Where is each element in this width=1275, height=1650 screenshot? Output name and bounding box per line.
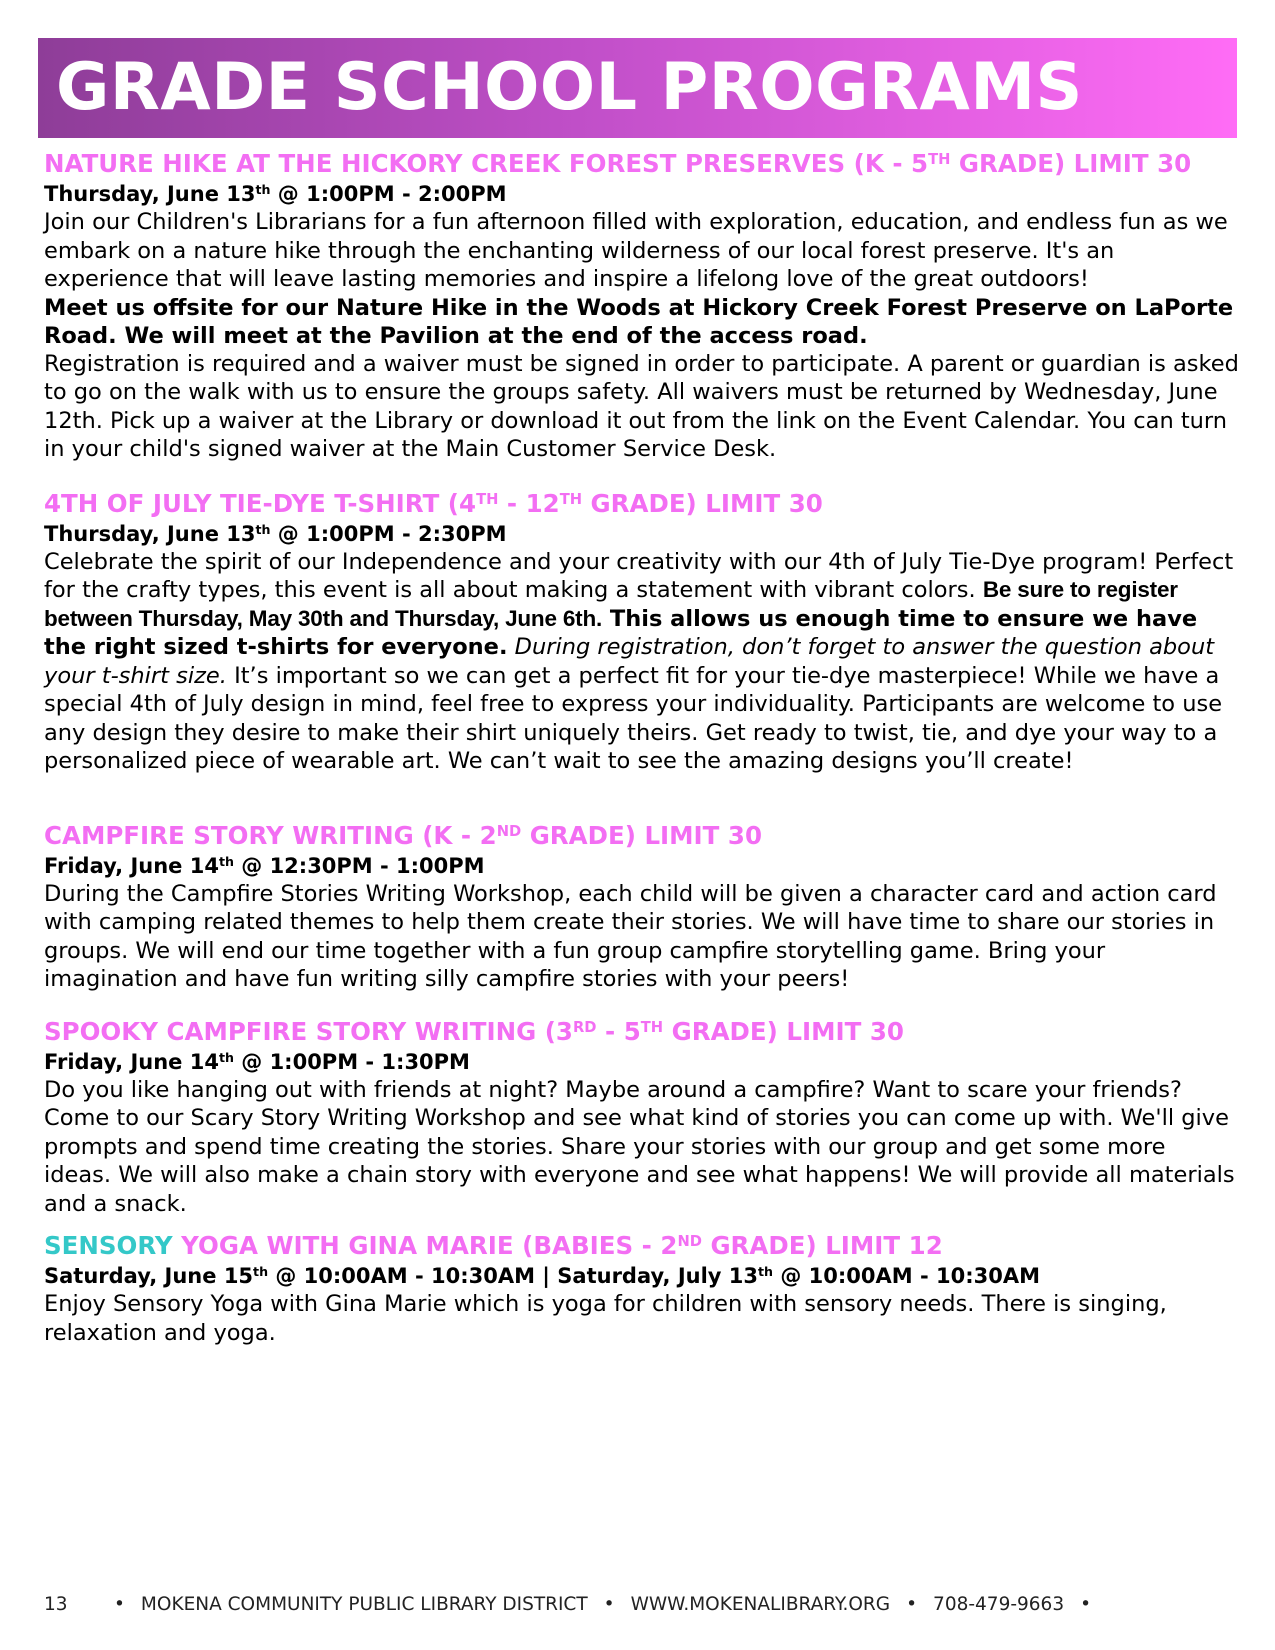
registration-window-text: Be sure to register between Thursday, May 30th and Thursday, June 6th. <box>44 577 1178 631</box>
program-date <box>44 1262 1239 1290</box>
bullet-separator: • <box>906 1594 918 1615</box>
shirt-size-reminder: During registration, don’t forget to answer the question about your t-shirt size. <box>44 634 1215 689</box>
bullet-separator: • <box>603 1594 615 1615</box>
title-text: NATURE HIKE AT THE HICKORY CREEK FOREST PRESERVES (K - 5 <box>44 149 929 178</box>
program-spooky-campfire <box>44 1016 1239 1219</box>
program-title <box>44 148 1239 180</box>
date-superscript: th <box>758 1264 774 1280</box>
date-superscript: th <box>218 853 234 869</box>
program-description: During the Campfire Stories Writing Workshop, each child will be given a character card and action card with camping related themes to help them create their stories. We will have time to share our stories in groups. We will end our time together with a fun group campfire storytelling game. Bring your imagination and have fun writing silly campfire stories with your peers! <box>44 880 1217 992</box>
program-title <box>44 488 1239 520</box>
date-text: Thursday, June 13 <box>44 521 256 546</box>
title-text: - 5 <box>596 1016 641 1046</box>
bullet-separator: • <box>1080 1594 1092 1615</box>
bullet-separator: • <box>114 1594 125 1615</box>
title-text: GRADE) LIMIT 12 <box>701 1231 943 1260</box>
program-campfire-story <box>44 820 1239 994</box>
title-superscript: RD <box>572 1018 597 1036</box>
program-nature-hike <box>44 148 1239 464</box>
title-text: YOGA WITH GINA MARIE (BABIES - 2 <box>172 1231 678 1260</box>
date-text: @ 1:00PM - 2:00PM <box>270 182 507 206</box>
title-text: - 12 <box>498 488 560 518</box>
program-title <box>44 820 1239 852</box>
page-banner <box>38 38 1237 138</box>
title-superscript: ND <box>677 1232 702 1250</box>
title-text: GRADE) LIMIT 30 <box>521 820 762 850</box>
description-text: It’s important so we can get a perfect fit for your tie-dye masterpiece! While we have a special 4th of July design in mind, feel free to express your individuality. Participants are welcome to use any design they desire to make their shirt uniquely theirs. Get ready to twist, tie, and dye your way to a personalized piece of wearable art. We can’t wait to see the amazing designs you’ll create! <box>44 662 1223 774</box>
program-description <box>44 548 1239 776</box>
program-description: Join our Children's Librarians for a fun afternoon filled with exploration, education, and endless fun as we embark on a nature hike through the enchanting wilderness of our local forest preserve. It's an experience that will leave lasting memories and inspire a lifelong love of the great outdoors! <box>44 209 1228 292</box>
date-superscript: th <box>253 1264 269 1280</box>
title-superscript: TH <box>928 150 951 168</box>
program-description: Do you like hanging out with friends at night? Maybe around a campfire? Want to scare your friends? Come to our Scary Story Writing Workshop and see what kind of stories you can come up with. We'll give prompts and spend time creating the stories. Share your stories with our group and get some more ideas. We will also make a chain story with everyone and see what happens! We will provide all materials and a snack. <box>44 1076 1235 1217</box>
date-text: @ 1:00PM - 1:30PM <box>233 1049 470 1074</box>
title-text: GRADE) LIMIT 30 <box>582 488 823 518</box>
website-link[interactable]: WWW.MOKENALIBRARY.ORG <box>630 1594 891 1615</box>
page-number: 13 <box>44 1594 68 1615</box>
shirt-size-note: This allows us enough time to ensure we have the right sized t-shirts for everyone. <box>44 605 1198 660</box>
program-description: Enjoy Sensory Yoga with Gina Marie which is yoga for children with sensory needs. There is singing, relaxation and yoga. <box>44 1291 1167 1346</box>
date-text: Friday, June 14 <box>44 1049 219 1074</box>
date-superscript: th <box>255 182 271 198</box>
program-date <box>44 520 1239 548</box>
date-text: @ 10:00AM - 10:30AM <box>773 1264 1040 1288</box>
date-text: Saturday, June 15 <box>44 1264 254 1288</box>
title-superscript: TH <box>476 490 499 508</box>
title-superscript: ND <box>496 822 522 840</box>
program-sensory-yoga <box>44 1230 1239 1347</box>
programs-list <box>44 148 1239 1347</box>
phone-number: 708-479-9663 <box>933 1594 1065 1615</box>
date-text: Friday, June 14 <box>44 853 219 878</box>
description-text: Celebrate the spirit of our Independence and your creativity with our 4th of July Tie-Dye program! Perfect for the crafty types, this event is all about making a statement with vibrant colors. <box>44 548 1234 603</box>
program-date <box>44 180 1239 208</box>
title-text: GRADE) LIMIT 30 <box>950 149 1192 178</box>
program-date <box>44 1048 1239 1076</box>
date-superscript: th <box>218 1049 234 1065</box>
page-footer <box>44 1594 1239 1615</box>
title-superscript: TH <box>559 490 583 508</box>
date-superscript: th <box>255 521 271 537</box>
title-superscript: TH <box>640 1018 664 1036</box>
title-text: SPOOKY CAMPFIRE STORY WRITING (3 <box>44 1016 573 1046</box>
program-title <box>44 1016 1239 1048</box>
program-title <box>44 1230 1239 1262</box>
title-text: GRADE) LIMIT 30 <box>663 1016 904 1046</box>
date-text: @ 10:00AM - 10:30AM | Saturday, July 13 <box>268 1264 759 1288</box>
date-text: Thursday, June 13 <box>44 182 256 206</box>
program-date <box>44 852 1239 880</box>
registration-note: Registration is required and a waiver must be signed in order to participate. A parent or guardian is asked to go on the walk with us to ensure the groups safety. All waivers must be returned by Wednesday, June 12th. Pick up a waiver at the Library or download it out from the link on the Event Calendar. You can turn in your child's signed waiver at the Main Customer Service Desk. <box>44 350 1239 462</box>
date-text: @ 12:30PM - 1:00PM <box>233 853 485 878</box>
program-tie-dye <box>44 488 1239 776</box>
page-title: GRADE SCHOOL PROGRAMS <box>56 50 1083 125</box>
library-name: MOKENA COMMUNITY PUBLIC LIBRARY DISTRICT <box>140 1594 588 1615</box>
title-text: CAMPFIRE STORY WRITING (K - 2 <box>44 820 497 850</box>
date-text: @ 1:00PM - 2:30PM <box>270 521 507 546</box>
meeting-location-note: Meet us offsite for our Nature Hike in the Woods at Hickory Creek Forest Preserve on LaPorte Road. We will meet at the Pavilion at the end of the access road. <box>44 294 1234 349</box>
sensory-label: SENSORY <box>44 1231 173 1260</box>
title-text: 4TH OF JULY TIE-DYE T-SHIRT (4 <box>44 488 477 518</box>
